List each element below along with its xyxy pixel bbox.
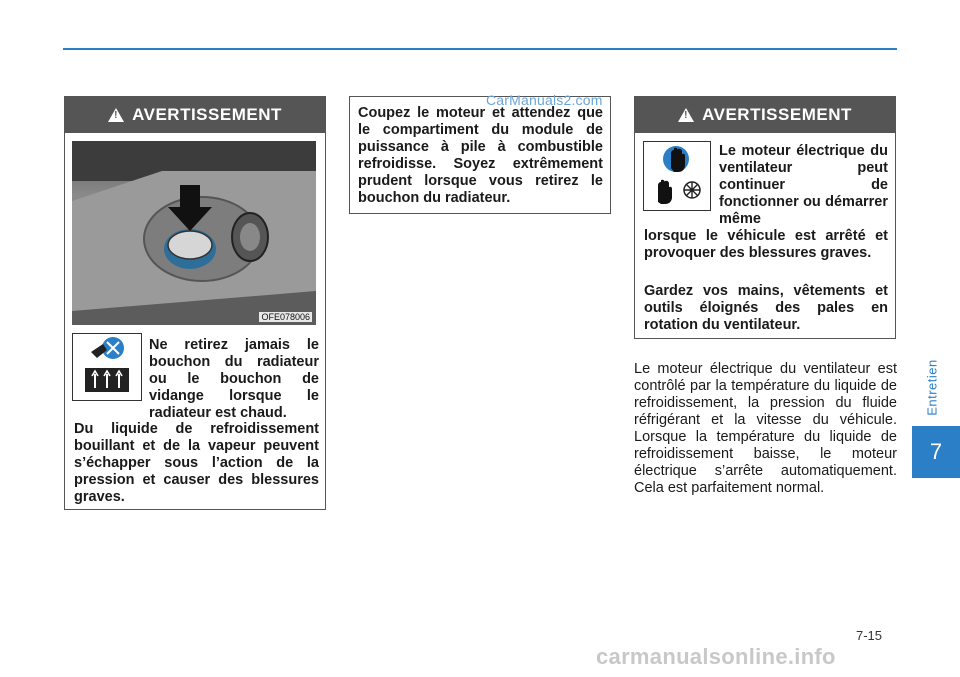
warning-triangle-icon: [108, 108, 124, 122]
section-side-label-text: Entretien: [924, 359, 940, 416]
warning-text-extra: Gardez vos mains, vêtements et outils éloignés des pales en rotation du ventilateur.: [644, 283, 888, 333]
warning-text-beside-icon: Le moteur électrique du ventilateur peut continuer de fonctionner ou démarrer même: [719, 143, 888, 227]
section-side-label: [922, 360, 942, 420]
warning-header: [635, 97, 895, 133]
page-number: 7-15: [856, 628, 883, 643]
fan-hand-warning-icon: [643, 141, 711, 211]
engine-compartment-photo: [72, 141, 316, 325]
header-rule: [63, 48, 897, 50]
photo-code: OFE078006: [261, 312, 310, 322]
warning-heading: AVERTISSEMENT: [702, 105, 852, 124]
radiator-cap-illustration: [72, 141, 316, 325]
chapter-number: 7: [929, 439, 943, 464]
body-paragraph: Le moteur électrique du ventilateur est contrôlé par la température du liquide de refroidissement, la pression du fluide réfrigérant et la vitesse du véhicule. Lorsque la température du liquide de refroidissement baisse, le moteur électrique s’arrête automatiquement. Cela est parfaitement normal.: [634, 361, 897, 496]
warning-text-below: lorsque le véhicule est arrêté et provoquer des blessures graves.: [644, 228, 888, 261]
warning-continuation-box: [349, 96, 611, 214]
warning-header: [65, 97, 325, 133]
fan-hand-icon-graphic: [644, 142, 709, 209]
warning-box-fan: [634, 96, 896, 339]
chapter-tab: [912, 426, 960, 478]
continuation-text: Coupez le moteur et attendez que le compartiment du module de puissance à pile à combustible refroidisse. Soyez extrêmement prudent lorsque vous retirez le bouchon du radiateur.: [358, 105, 603, 206]
warning-triangle-icon: [678, 108, 694, 122]
watermark[interactable]: CarManuals2.com: [486, 92, 603, 108]
hot-radiator-icon-graphic: [73, 334, 140, 399]
hot-radiator-no-touch-icon: [72, 333, 142, 401]
warning-box-radiator: [64, 96, 326, 510]
footer-watermark[interactable]: carmanualsonline.info: [596, 644, 836, 669]
warning-text-below: Du liquide de refroidissement bouillant et de la vapeur peuvent s’échapper sous l’action de la pression et causer des blessures graves.: [74, 421, 319, 505]
warning-heading: AVERTISSEMENT: [132, 105, 282, 124]
warning-text-beside-icon: Ne retirez jamais le bouchon du radiateur ou le bouchon de vidange lorsque le radiateur est chaud.: [149, 337, 319, 421]
